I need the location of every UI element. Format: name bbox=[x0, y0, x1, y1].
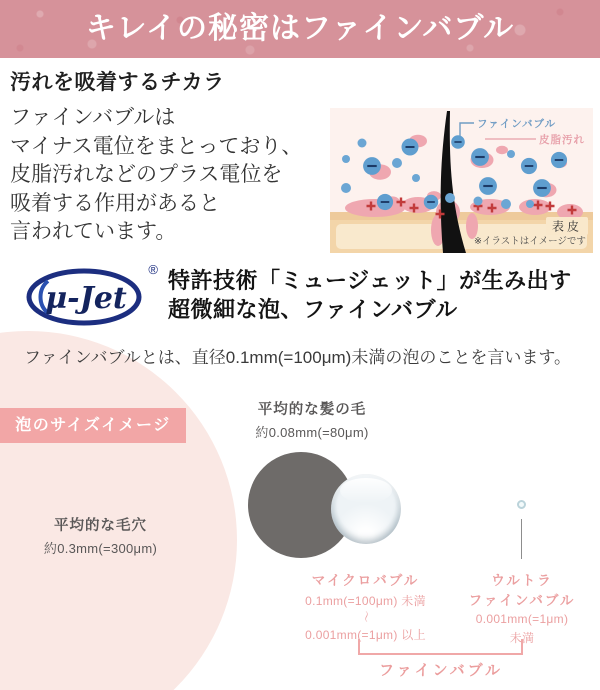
fine-bubble-bracket bbox=[358, 639, 523, 655]
intro-line: マイナス電位をまとっており、 bbox=[10, 134, 303, 158]
fine-bubble-callout-label: ファインバブル bbox=[477, 118, 557, 130]
micro-bubble-range-max: 0.1mm(=100μm) 未満 bbox=[305, 594, 426, 608]
micro-bubble-range-min: 0.001mm(=1μm) 以上 bbox=[305, 628, 426, 642]
mu-jet-logo-svg bbox=[26, 268, 146, 326]
intro-line: 言われています。 bbox=[10, 220, 177, 243]
ultra-bubble-name-line1: ウルトラ bbox=[491, 573, 553, 588]
ultra-fine-bubble-label bbox=[452, 569, 592, 646]
ultra-bubble-size-suffix: 未満 bbox=[509, 631, 535, 645]
hair-size: 約0.08mm(=80μm) bbox=[255, 425, 369, 440]
mu-jet-logo bbox=[26, 262, 158, 326]
patent-heading-line2: 超微細な泡、ファインバブル bbox=[168, 297, 458, 322]
header-banner bbox=[0, 0, 600, 58]
logo-text: μ-Jet bbox=[45, 281, 127, 316]
section-heading: 汚れを吸着するチカラ bbox=[10, 71, 225, 94]
intro-paragraph bbox=[10, 104, 302, 247]
skin-illustration-svg bbox=[330, 108, 593, 253]
ultra-bubble-size: 0.001mm(=1μm) bbox=[475, 612, 569, 626]
range-tilde: 〜 bbox=[359, 610, 373, 623]
pore-name: 平均的な毛穴 bbox=[54, 518, 147, 534]
pore-size: 約0.3mm(=300μm) bbox=[43, 541, 158, 556]
intro-line: 皮脂汚れなどのプラス電位を bbox=[10, 163, 283, 186]
ultra-fine-bubble-dot bbox=[517, 500, 526, 509]
fine-bubble-bracket-label: ファインバブル bbox=[378, 662, 504, 679]
intro-line: ファインバブルは bbox=[10, 106, 176, 129]
micro-bubble-name: マイクロバブル bbox=[311, 573, 420, 588]
skin-illustration bbox=[330, 108, 593, 253]
ultra-bubble-name-line2: ファインバブル bbox=[468, 593, 576, 608]
bubble-highlight bbox=[340, 478, 392, 503]
patent-heading-line1: 特許技術「ミュージェット」が生み出す bbox=[168, 268, 572, 293]
epidermis-label: 表皮 bbox=[551, 219, 583, 234]
micro-bubble-label bbox=[283, 569, 448, 643]
fine-bubble-definition: ファインバブルとは、直径0.1mm(=100μm)未満の泡のことを言います。 bbox=[24, 348, 571, 367]
sebum-callout-label: 皮脂汚れ bbox=[539, 134, 585, 146]
registered-trademark-icon: ® bbox=[148, 262, 158, 277]
pore-size-label bbox=[18, 514, 183, 557]
ultra-fine-bubble-pointer-line bbox=[521, 519, 522, 559]
size-diagram-ribbon: 泡のサイズイメージ bbox=[0, 408, 186, 443]
page-title: キレイの秘密はファインバブル bbox=[85, 12, 515, 45]
intro-line: 吸着する作用があると bbox=[10, 191, 220, 215]
illustration-note: ※イラストはイメージです bbox=[474, 236, 586, 247]
hair-name: 平均的な髪の毛 bbox=[257, 402, 367, 418]
pore-circle bbox=[0, 331, 237, 690]
hair-size-label bbox=[232, 398, 392, 441]
patent-heading bbox=[168, 266, 572, 324]
